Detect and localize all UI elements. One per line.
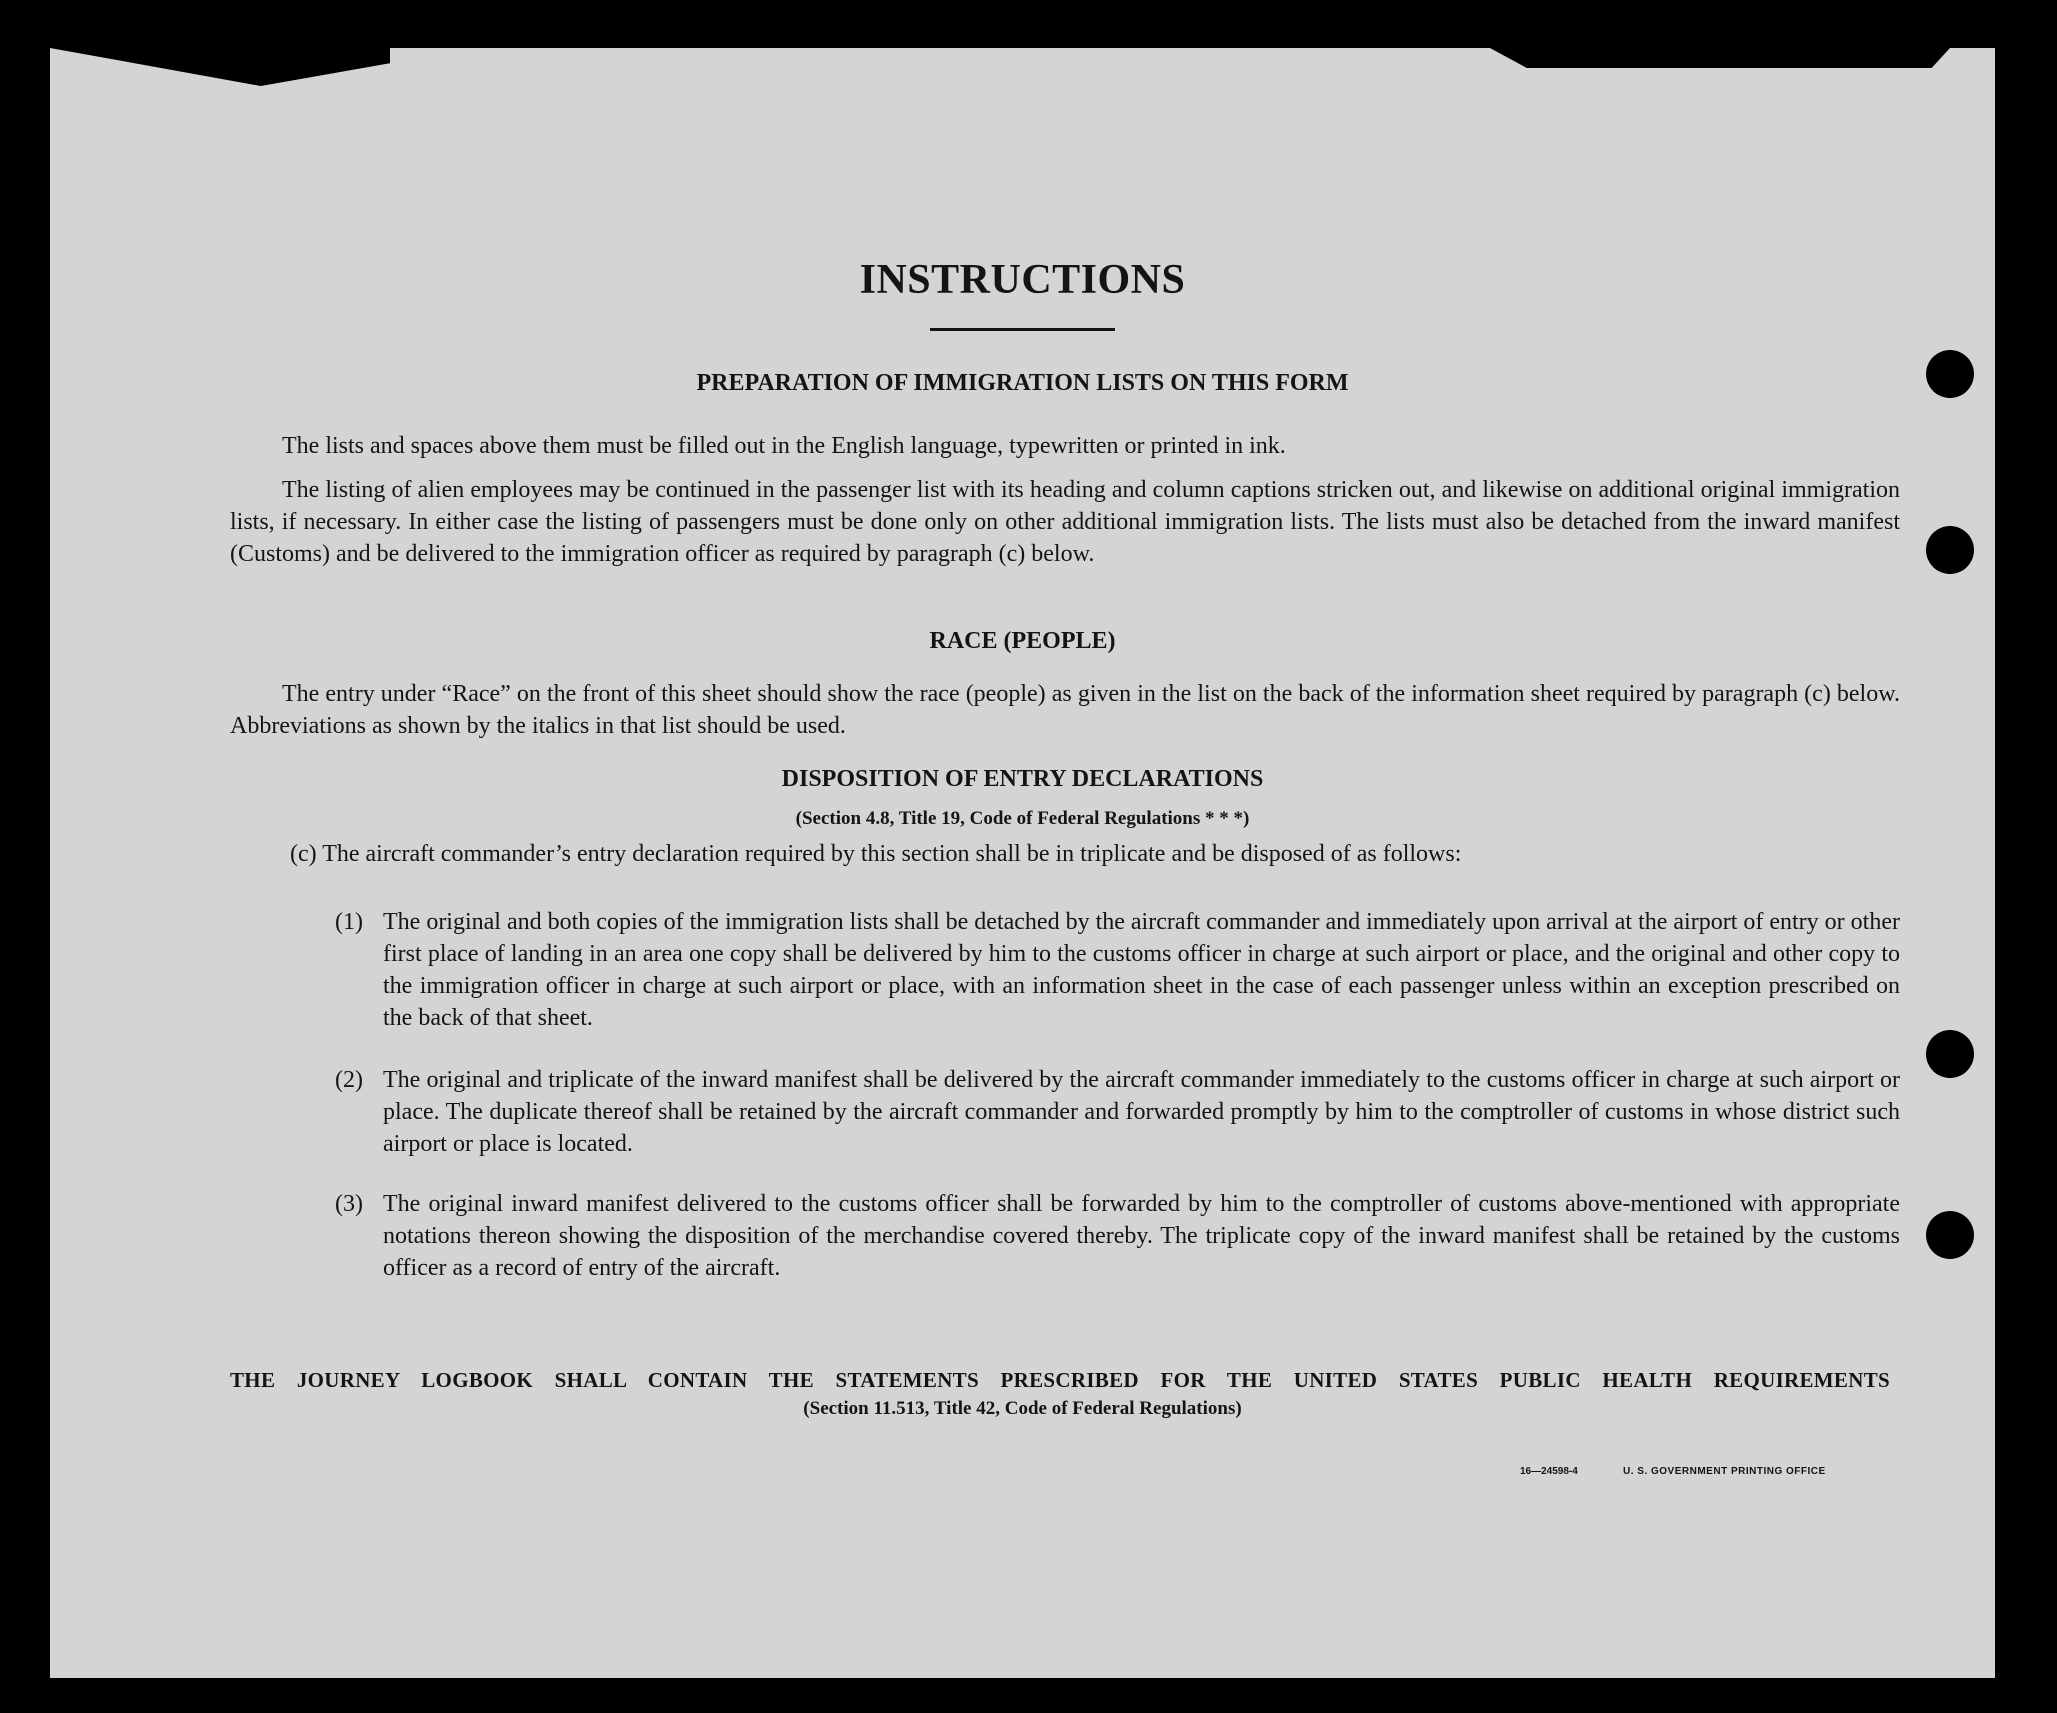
punch-hole	[1926, 1030, 1974, 1078]
print-code: 16—24598-4	[1520, 1466, 1578, 1477]
section-citation-title-19: (Section 4.8, Title 19, Code of Federal Regulations * * *)	[795, 808, 1250, 829]
paragraph-race: The entry under “Race” on the front of this sheet should show the race (people) as given in the list on the back of the information sheet required by paragraph (c) below. Abbreviations as shown by the italics in that list should be used.	[230, 681, 1900, 739]
list-item-number: (2)	[335, 1067, 363, 1093]
page-title: INSTRUCTIONS	[859, 257, 1186, 303]
list-item-text: The original and triplicate of the inward manifest shall be delivered by the aircraft commander immediately to the customs officer in charge at such airport or place. The duplicate thereof shall be retained by the aircraft commander and forwarded promptly by him to the comptroller of customs in whose district such airport or place is located.	[383, 1067, 1900, 1157]
list-item-text: The original and both copies of the immigration lists shall be detached by the aircraft commander and immediately upon arrival at the airport of entry or other first place of landing in an area one copy shall be delivered by him to the customs officer in charge at such airport or place, and the original and other copy to the immigration officer in charge at such airport or place, with an information sheet in the case of each passenger unless within an exception prescribed on the back of that sheet.	[383, 909, 1900, 1031]
paragraph-alien-employees: The listing of alien employees may be continued in the passenger list with its heading and column captions stricken out, and likewise on additional original immigration lists, if necessary. In either case the listing of passengers must be done only on other additional immigration lists. The lists must also be detached from the inward manifest (Customs) and be delivered to the immigration officer as required by paragraph (c) below.	[230, 477, 1900, 567]
section-heading-race: RACE (PEOPLE)	[929, 628, 1116, 654]
document-sheet	[50, 48, 1995, 1678]
section-heading-disposition: DISPOSITION OF ENTRY DECLARATIONS	[781, 766, 1264, 792]
footer-health-requirements: THE JOURNEY LOGBOOK SHALL CONTAIN THE STATEMENTS PRESCRIBED FOR THE UNITED STATES PUBLIC HEALTH REQUIREMENTS	[230, 1368, 1890, 1392]
list-item	[335, 1064, 1900, 1160]
torn-edge-left	[50, 48, 390, 86]
footer-citation-title-42: (Section 11.513, Title 42, Code of Federal Regulations)	[803, 1398, 1242, 1419]
list-item-number: (3)	[335, 1191, 363, 1217]
paragraph-c-intro: (c) The aircraft commander’s entry declaration required by this section shall be in triplicate and be disposed of as follows:	[290, 841, 1462, 867]
torn-edge-right	[1490, 48, 1950, 68]
title-underline	[930, 328, 1115, 331]
list-item-number: (1)	[335, 909, 363, 935]
punch-hole	[1926, 526, 1974, 574]
list-item	[335, 906, 1900, 1034]
printer-imprint: U. S. GOVERNMENT PRINTING OFFICE	[1623, 1466, 1826, 1477]
list-item-text: The original inward manifest delivered to the customs officer shall be forwarded by him to the comptroller of customs above-mentioned with appropriate notations thereon showing the disposition of the merchandise covered thereby. The triplicate copy of the inward manifest shall be retained by the customs officer as a record of entry of the aircraft.	[383, 1191, 1900, 1281]
section-heading-preparation: PREPARATION OF IMMIGRATION LISTS ON THIS FORM	[696, 370, 1349, 396]
list-item	[335, 1188, 1900, 1284]
punch-hole	[1926, 1211, 1974, 1259]
paragraph-english-language: The lists and spaces above them must be filled out in the English language, typewritten or printed in ink.	[282, 433, 1286, 459]
